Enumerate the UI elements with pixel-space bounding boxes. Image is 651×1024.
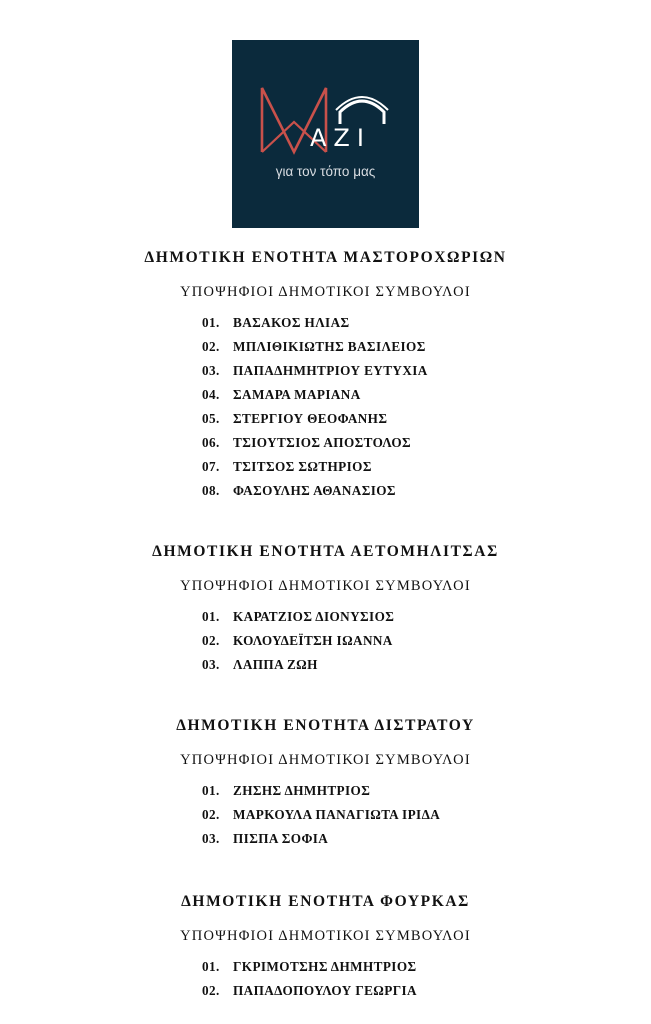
candidate-row xyxy=(0,629,651,653)
candidate-number: 04. xyxy=(202,387,220,402)
candidate-name: ΣΤΕΡΓΙΟΥ ΘΕΟΦΑΝΗΣ xyxy=(233,411,388,426)
candidate-row xyxy=(0,359,651,383)
candidate-row xyxy=(0,653,651,677)
candidate-name: ΤΣΙΟΥΤΣΙΟΣ ΑΠΟΣΤΟΛΟΣ xyxy=(233,435,412,450)
candidate-number: 07. xyxy=(202,459,220,474)
section-subtitle: ΥΠΟΨΗΦΙΟΙ ΔΗΜΟΤΙΚΟΙ ΣΥΜΒΟΥΛΟΙ xyxy=(180,752,471,768)
candidate-row xyxy=(0,803,651,827)
candidate-name: ΚΟΛΟΥΔΕΪΤΣΗ ΙΩΑΝΝΑ xyxy=(233,633,393,648)
section-subtitle: ΥΠΟΨΗΦΙΟΙ ΔΗΜΟΤΙΚΟΙ ΣΥΜΒΟΥΛΟΙ xyxy=(180,284,471,300)
candidate-row xyxy=(0,479,651,503)
candidate-name: ΤΣΙΤΣΟΣ ΣΩΤΗΡΙΟΣ xyxy=(233,459,372,474)
candidate-name: ΛΑΠΠΑ ΖΩΗ xyxy=(233,657,318,672)
candidate-row xyxy=(0,955,651,979)
section-title: ΔΗΜΟΤΙΚΗ ΕΝΟΤΗΤΑ ΦΟΥΡΚΑΣ xyxy=(181,893,470,910)
logo-name: AZI xyxy=(310,124,371,152)
candidate-name: ΣΑΜΑΡΑ ΜΑΡΙΑΝΑ xyxy=(233,387,361,402)
candidate-row xyxy=(0,407,651,431)
candidate-row xyxy=(0,455,651,479)
candidate-number: 03. xyxy=(202,831,220,846)
candidate-list xyxy=(0,311,651,503)
candidate-number: 01. xyxy=(202,315,220,330)
candidate-number: 02. xyxy=(202,983,220,998)
candidate-row xyxy=(0,827,651,851)
candidate-number: 02. xyxy=(202,633,220,648)
section-title: ΔΗΜΟΤΙΚΗ ΕΝΟΤΗΤΑ ΑΕΤΟΜΗΛΙΤΣΑΣ xyxy=(152,543,499,560)
candidate-row xyxy=(0,605,651,629)
section-aetomilitsa xyxy=(0,541,651,677)
section-title: ΔΗΜΟΤΙΚΗ ΕΝΟΤΗΤΑ ΔΙΣΤΡΑΤΟΥ xyxy=(176,717,475,734)
candidate-number: 03. xyxy=(202,363,220,378)
candidate-name: ΜΠΛΙΘΙΚΙΩΤΗΣ ΒΑΣΙΛΕΙΟΣ xyxy=(233,339,426,354)
candidate-number: 02. xyxy=(202,807,220,822)
candidate-name: ΒΑΣΑΚΟΣ ΗΛΙΑΣ xyxy=(233,315,350,330)
candidate-number: 01. xyxy=(202,609,220,624)
section-subtitle: ΥΠΟΨΗΦΙΟΙ ΔΗΜΟΤΙΚΟΙ ΣΥΜΒΟΥΛΟΙ xyxy=(180,928,471,944)
mazi-logo xyxy=(232,40,419,228)
candidate-name: ΠΙΣΠΑ ΣΟΦΙΑ xyxy=(233,831,329,846)
candidate-name: ΓΚΡΙΜΟΤΣΗΣ ΔΗΜΗΤΡΙΟΣ xyxy=(233,959,417,974)
candidate-number: 01. xyxy=(202,959,220,974)
candidate-number: 05. xyxy=(202,411,220,426)
candidate-row xyxy=(0,335,651,359)
section-mastorochoria xyxy=(0,247,651,503)
candidate-row xyxy=(0,431,651,455)
candidate-number: 03. xyxy=(202,657,220,672)
candidate-number: 01. xyxy=(202,783,220,798)
candidate-name: ΠΑΠΑΔΟΠΟΥΛΟΥ ΓΕΩΡΓΙΑ xyxy=(233,983,417,998)
logo-tagline: για τον τόπο μας xyxy=(275,164,376,179)
candidate-name: ΖΗΣΗΣ ΔΗΜΗΤΡΙΟΣ xyxy=(233,783,371,798)
section-subtitle: ΥΠΟΨΗΦΙΟΙ ΔΗΜΟΤΙΚΟΙ ΣΥΜΒΟΥΛΟΙ xyxy=(180,578,471,594)
section-title: ΔΗΜΟΤΙΚΗ ΕΝΟΤΗΤΑ ΜΑΣΤΟΡΟΧΩΡΙΩΝ xyxy=(144,249,507,266)
candidate-name: ΚΑΡΑΤΖΙΟΣ ΔΙΟΝΥΣΙΟΣ xyxy=(233,609,395,624)
candidate-row xyxy=(0,383,651,407)
candidate-row xyxy=(0,779,651,803)
candidate-number: 08. xyxy=(202,483,220,498)
candidate-name: ΜΑΡΚΟΥΛΑ ΠΑΝΑΓΙΩΤΑ ΙΡΙΔΑ xyxy=(233,807,441,822)
section-distrato xyxy=(0,715,651,851)
candidate-list xyxy=(0,605,651,677)
section-fourka xyxy=(0,891,651,1003)
candidate-name: ΠΑΠΑΔΗΜΗΤΡΙΟΥ ΕΥΤΥΧΙΑ xyxy=(233,363,428,378)
candidate-row xyxy=(0,979,651,1003)
candidate-list xyxy=(0,955,651,1003)
candidate-number: 06. xyxy=(202,435,220,450)
candidate-row xyxy=(0,311,651,335)
candidate-name: ΦΑΣΟΥΛΗΣ ΑΘΑΝΑΣΙΟΣ xyxy=(233,483,396,498)
candidate-list xyxy=(0,779,651,851)
candidate-number: 02. xyxy=(202,339,220,354)
